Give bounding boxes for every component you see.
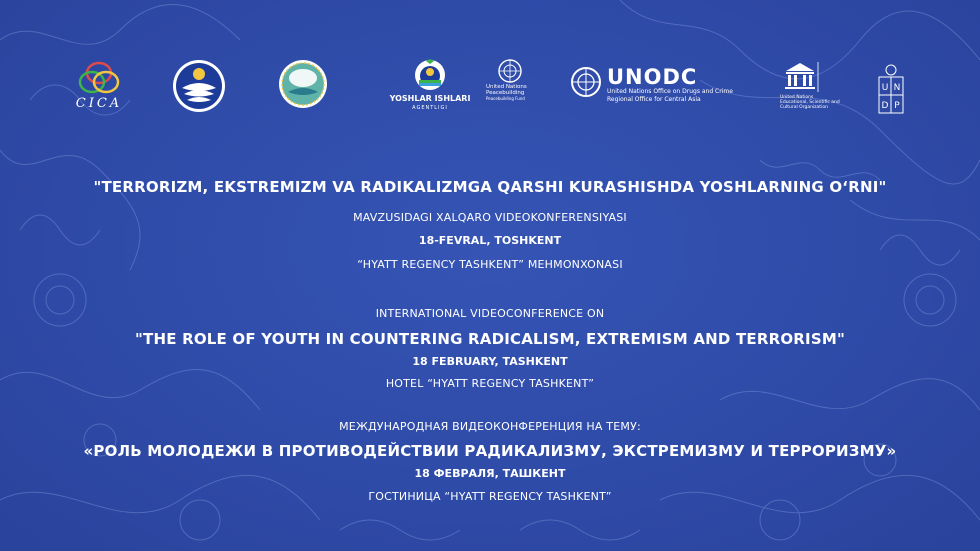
unesco-line1: United Nations	[780, 95, 814, 100]
unesco-line2: Educational, Scientific and	[780, 100, 840, 105]
russian-subtitle: МЕЖДУНАРОДНАЯ ВИДЕОКОНФЕРЕНЦИЯ НА ТЕМУ:	[339, 420, 641, 433]
unpbf-line2: Peacebuilding	[486, 90, 525, 96]
un-peacebuilding-logo	[486, 58, 534, 102]
english-date: 18 FEBRUARY, TASHKENT	[412, 355, 568, 368]
unesco-temple-icon	[780, 62, 820, 92]
russian-venue: ГОСТИНИЦА “HYATT REGENCY TASHKENT”	[368, 490, 612, 503]
yoshlar-logo	[389, 58, 471, 111]
uzbek-subtitle: MAVZUSIDAGI XALQARO VIDEOKONFERENSIYASI	[353, 211, 627, 224]
unesco-logo	[780, 62, 840, 110]
uzbek-venue: “HYATT REGENCY TASHKENT” MEHMONXONASI	[357, 258, 623, 271]
english-subtitle: INTERNATIONAL VIDEOCONFERENCE ON	[375, 307, 605, 320]
cis-emblem-icon	[172, 58, 226, 114]
english-venue: HOTEL “HYATT REGENCY TASHKENT”	[385, 377, 595, 390]
cica-label: CICA	[75, 96, 123, 111]
uzbekistan-emblem-icon	[413, 58, 447, 92]
unodc-line1: United Nations Office on Drugs and Crime	[607, 88, 733, 95]
english-title: "THE ROLE OF YOUTH IN COUNTERING RADICALISM, EXTREMISM AND TERRORISM"	[135, 330, 845, 348]
cica-rings-icon	[76, 58, 122, 98]
unodc-title: UNODC	[607, 65, 698, 89]
undp-letter-n: N	[893, 83, 901, 93]
russian-title: «РОЛЬ МОЛОДЕЖИ В ПРОТИВОДЕЙСТВИИ РАДИКАЛИЗМУ, ЭКСТРЕМИЗМУ И ТЕРРОРИЗМУ»	[83, 442, 897, 460]
undp-grid-icon	[878, 64, 904, 114]
partner-logos	[0, 58, 980, 128]
sco-logo	[278, 58, 328, 110]
yoshlar-sub: AGENTLIGI	[412, 105, 448, 111]
unesco-line3: Cultural Organization	[780, 105, 828, 110]
undp-logo	[878, 64, 904, 114]
sco-emblem-icon	[278, 58, 328, 110]
yoshlar-name: YOSHLAR ISHLARI	[389, 94, 471, 103]
unodc-logo	[570, 66, 733, 104]
unodc-line2: Regional Office for Central Asia	[607, 96, 701, 103]
undp-letter-u: U	[881, 83, 889, 93]
un-emblem-icon	[497, 58, 523, 84]
unpbf-sub: Peacebuilding Fund	[486, 96, 525, 101]
uzbek-title: "TERRORIZM, EKSTREMIZM VA RADIKALIZMGA QARSHI KURASHISHDA YOSHLARNING O‘RNI"	[93, 178, 887, 196]
cica-logo	[64, 58, 134, 111]
russian-date: 18 ФЕВРАЛЯ, ТАШКЕНТ	[414, 467, 566, 480]
undp-letter-d: D	[881, 101, 889, 111]
cis-logo	[172, 58, 226, 114]
unpbf-line1: United Nations	[486, 84, 527, 90]
undp-letter-p: P	[894, 101, 900, 111]
uzbek-date: 18-FEVRAL, TOSHKENT	[418, 234, 562, 247]
un-emblem-icon	[570, 66, 602, 98]
